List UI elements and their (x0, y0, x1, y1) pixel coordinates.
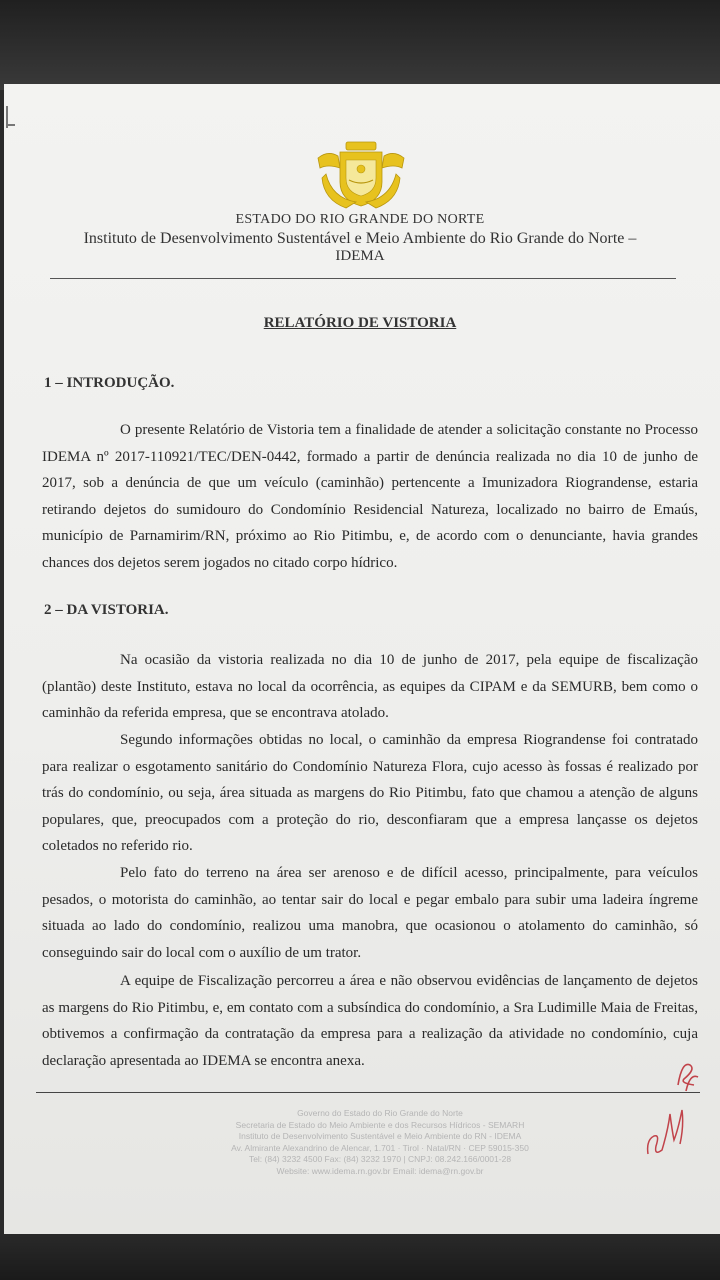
staple-mark (6, 106, 16, 128)
footer-line: Tel: (84) 3232 4500 Fax: (84) 3232 1970 | CNPJ: 08.242.166/0001-28 (248, 1154, 512, 1164)
paragraph-vistoria-3: Pelo fato do terreno na área ser arenoso e de difícil acesso, principalmente, para veículos pesados, o motorista do caminhão, ao tentar sair do local e pegar embalo para subir uma ladeira íngreme situada ao lado do condomínio, realizou uma manobra, que ocasionou o atolamento do caminhão, só conseguindo sair do local com o auxílio de um trator. (42, 865, 698, 961)
coat-of-arms-icon (316, 138, 406, 210)
paragraph-vistoria-4: A equipe de Fiscalização percorreu a área e não observou evidências de lançamento de dejetos as margens do Rio Pitimbu, e, em contato com a subsíndica do condomínio, a Sra Ludimille Maia de Freitas, obtivemos a confirmação da contratação da empresa para a realização da atividade no condomínio, cuja declaração apresentada ao IDEMA se encontra anexa. (42, 973, 698, 1069)
photo-background-top (0, 0, 720, 90)
header-state: ESTADO DO RIO GRANDE DO NORTE (235, 212, 485, 227)
paragraph-introduction: O presente Relatório de Vistoria tem a finalidade de atender a solicitação constante no Processo IDEMA nº 2017-110921/TEC/DEN-0442, formado a partir de denúncia realizada no dia 10 de junho de 2017, sob a denúncia de que um veículo (caminhão) pertencente a Imunizadora Riograndense, estaria retirando dejetos do sumidouro do Condomínio Residencial Natureza, localizado no bairro de Emaús, município de Parnamirim/RN, próximo ao Rio Pitimbu, e, de acordo com o denunciante, havia grandes chances dos dejetos serem jogados no citado corpo hídrico. (42, 422, 698, 571)
footer-divider (36, 1092, 700, 1093)
footer-line: Av. Almirante Alexandrino de Alencar, 1.701 · Tirol · Natal/RN · CEP 59015-350 (231, 1142, 529, 1153)
document-title: RELATÓRIO DE VISTORIA (263, 315, 457, 331)
footer-line: Website: www.idema.rn.gov.br Email: idema@rn.gov.br (276, 1165, 484, 1176)
paragraph-vistoria-1: Na ocasião da vistoria realizada no dia 10 de junho de 2017, pela equipe de fiscalização (plantão) deste Instituto, estava no local da ocorrência, as equipes da CIPAM e da SEMURB, bem como o caminhão da referida empresa, que se encontrava atolado. (42, 652, 698, 721)
handwritten-initials-icon (668, 1055, 708, 1095)
paragraph-vistoria-2: Segundo informações obtidas no local, o caminhão da empresa Riograndense foi contratado para realizar o esgotamento sanitário do Condomínio Natureza Flora, cujo acesso às fossas é realizado por trás do condomínio, ou seja, área situada as margens do Rio Pitimbu, fato que chamou a atenção de alguns populares, que, preocupados com a proteção do rio, desconfiaram que a empresa lançasse os dejetos coletados no referido rio. (42, 732, 698, 854)
section-heading-vistoria: 2 – DA VISTORIA. (44, 602, 169, 618)
section-heading-introduction: 1 – INTRODUÇÃO. (44, 375, 175, 391)
footer-line: Instituto de Desenvolvimento Sustentável e Meio Ambiente do RN - IDEMA (238, 1131, 522, 1141)
footer-line: Governo do Estado do Rio Grande do Norte (297, 1108, 463, 1118)
header-acronym: IDEMA (335, 248, 385, 264)
footer-address-block (120, 1108, 640, 1177)
handwritten-signature-icon (640, 1100, 692, 1164)
photo-background-bottom (0, 1230, 720, 1280)
header-divider (50, 278, 676, 279)
footer-line: Secretaria de Estado do Meio Ambiente e dos Recursos Hídricos - SEMARH (235, 1119, 525, 1130)
header-institute: Instituto de Desenvolvimento Sustentável e Meio Ambiente do Rio Grande do Norte – (83, 230, 637, 247)
